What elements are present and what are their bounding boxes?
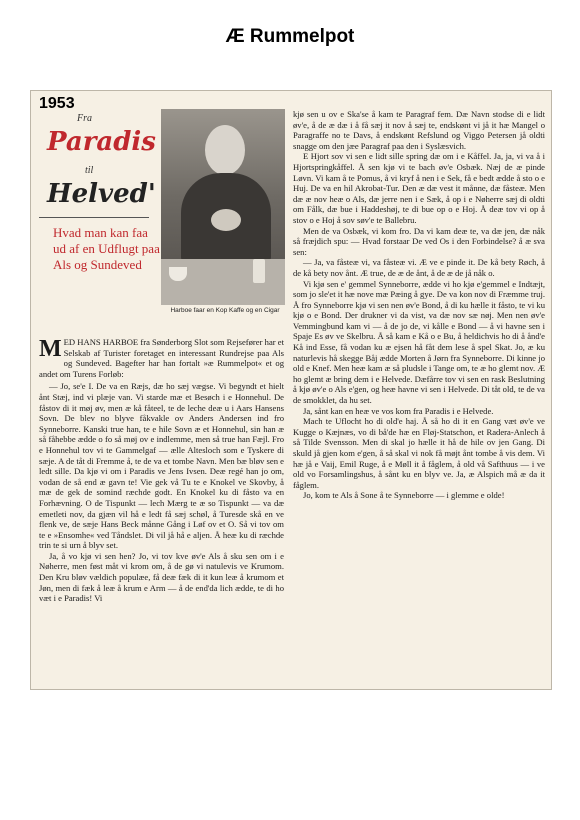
newspaper-clipping [30,90,552,690]
photo-man-head [205,125,245,175]
photo-caption: Harboe faar en Kop Kaffe og en Cigar [170,307,280,314]
right-paragraph: E Hjort sov vi sen e lidt sille spring dæ om i e Kåffel. Ja, ja, vi va å i Hjortspringkåffel. Å sen kjø vi te bach øv'e Osbæk. Næj de æ pinde Løvn. Vi kam å te Pomus, å vi kryf å nen i e Sek, få e bedt ædde å sto o e Huj. De va en hil Akrobat-Tur. Den æ dæ vest it månne, dæ fåsteæ. Men dæ æ nov heæ o Als, dæ jerre nen i e Sæk, å op i e Nøherre sæj di oldti om Fålk, dæ bue i Haddeshøj, te di bue op o e Hoj. Å deæ tov vi op å stov o e Hoj å sov søv'e te Ballebru. [293,151,545,225]
right-column [293,109,545,501]
photo-cup [169,267,187,281]
photo-glass [253,259,265,283]
header-divider [39,217,149,218]
document-title: Æ Rummelpot [225,26,355,47]
right-paragraph: kjø sen u ov e Ska'se å kam te Paragraf fem. Dæ Navn stodse di e lidt øv'e, å de æ dæ i å få sæj it nov å sæj te, endskønt vi jå it hæ Mangel o Paragraffe no te Davs, å endskønt Refslund og Viggo Petersen jå oldti snagge om den jæe Paragraf paa den i Syslæsvich. [293,109,545,151]
right-paragraph: Mach te Uflocht ho di old'e haj. Å så ho di it en Gang væt øv'e ve Kugge o Kæjnæs, vo di bå'de hæ en Fløj-Statschon, et Radera-Anlech å så Tilde Svensson. Men di skal jo hælle it hå de hile ov jen Gang. Di skuld jå gjen kom e'gen, å så skal vi nok få møjt ånt tombe å vis dem. Vi hæ jå e Vaij, Emil Ruge, å e Møll it å fåglem, å old vå Safthuus — i ve old vo Forsamlingshus, å sånt ku en blyv ve. Ja, æ Alspich må æ da it fåglem. [293,416,545,490]
left-paragraph: Ja, å vo kjø vi sen hen? Jo, vi tov kve øv'e Als å sku sen om i e Nøherre, men føst måt vi krom om, å de gø vi natulevis ve Krumom. Den Kru bløv vældich populæe, få deæ fæk di it kun leæ å krumom et Jøn, men di fæk å leæ å krum e Arm — å de end'da lich ædde, te di ho væt i e Paradis! Vi [39,550,284,604]
header-subtitle: Hvad man kan faa ud af en Udflugt paa Als og Sundeved [53,225,160,272]
right-paragraph: Jo, kom te Als å Sone å te Synneborre — i glemme e olde! [303,490,505,501]
header-til: til [85,165,94,176]
drop-cap: M [39,336,62,362]
intro-paragraph [39,337,284,379]
header-fra: Fra [77,113,92,124]
header-helved: Helved' [47,179,156,209]
intro-text: ED HANS HARBOE fra Sønderborg Slot som Rejsefører har et Selskab af Turister foretaget en interessant Rundrejse paa Als og Sundeved. Bagefter har han fortalt »æ Rummelpot« et og andet om Turens Forløb: [39,337,284,379]
article-photo [161,109,285,305]
left-column [39,109,284,604]
right-paragraph: Ja, sånt kan en heæ ve vos kom fra Paradis i e Helvede. [303,405,494,416]
year-label: 1953 [39,95,75,112]
right-paragraph: Men de va Osbæk, vi kom fro. Da vi kam deæ te, va dæ jen, dæ nåk så fræjdich spu: — Hvad forstaar De ved Os i den Forbindelse? å æ sva sen: [293,225,545,257]
right-paragraph: Vi kjø sen e' gemmel Synneborre, ædde vi ho kjø e'gemmel e Indtæjt, som jo sle'et it hæ nove mæ Pæing å gye. De va kon nov di Fræmme truj. Å fro Synneborre kjø vi sen nen øv'e Bond, å di ku hælle it fåsto, te vi ku kjø o e Bond. Der drukner vi da vist, va dæ nov sæ nøj. Men nen øv'e Vemmingbund kam vi — å de jo de, vi kålle e Bond — å vi havne sen i Spaje Es øv ve Skelbru. Å så kam e Kå o e Bu, å heldichvis ho di å ånd'e Kå ind Esse, få vodan ku æ ejsen hå fåt dem lese å spel Skat. Jo, æ ku naturlevis hå skegge Båj ædde Morten å Jørn fra Synneborre. Di kinne jo old e Knef. Men heæ kam æ så pludsle i Tange om, te æ ho glemt nov. Æ ho glemt æ bring dem i e Helvede. Dæfårre tov vi sen en rask Beslutning å kjø øv'e o Als e'gen, og heæ havne vi sen i Helvede. Di tåt old, te de va de smokklet, da hu set. [293,278,545,406]
photo-man-hands [211,209,241,231]
photo-table [161,259,285,305]
left-paragraph: — Jo, se'e I. De va en Ræjs, dæ ho sæj vægse. Vi begyndt et hielt ånt Stæj, ind vi plæje van. Vi starde mæ et Besøch i e Honnehul. De fåstov di it møj øv, men æ kå fåteel, te de leche deæ u i Aars Hansens Sovn. De blev no blyve fåkvakle ov Anders Andersen ind fro Synneborre. Kanski true han, te e hile Sovn æ et Honnehul, sin han æ så fåhebbe ædde o fo så møj ov e indlemme, men så true han Fæjl. Fro e Honnehul tov vi te Gammelgaf — ælle Altesloch som e Tyskere di sæje. A de tåt di Fremme å, te de va et tombe Navn. Men bæ bløv sen e ledt sille. Da kjø vi om i Paradis ve Jens Ivsen. Deæ regé han jo om, vodan de så end æ gavn te! Vie gek vå Tu te e Knokel ve Skovby, å mæ de gek de somind ræchde godt. En Knokel ku di fåsto va en Forhævning. O de Tispunkt — lech Mærg te æ so Tispunkt — va dæ emetleti nov, da gjæn vil hå e ledt få sæj schøl, å Turesde skå en ve flenk ve, de sæje Hans Beck månne Gång i Løf ov et O. Så vi tov om te e »Ensomhe« ved Tåndslet. Di vil jå hå e aljen. Å heæ ku di ræchde trin te si urn å blyv set. [39,381,284,551]
right-paragraph: — Ja, va fåsteæ vi, va fåsteæ vi. Æ ve e pinde it. De kå bety Røch, å de kå bety nov ånt. Æ true, de æ de ånt, å de æ de jå nåk o. [293,257,545,278]
left-body [39,381,284,603]
header-paradis: Paradis [47,127,156,157]
article-header [39,109,284,337]
